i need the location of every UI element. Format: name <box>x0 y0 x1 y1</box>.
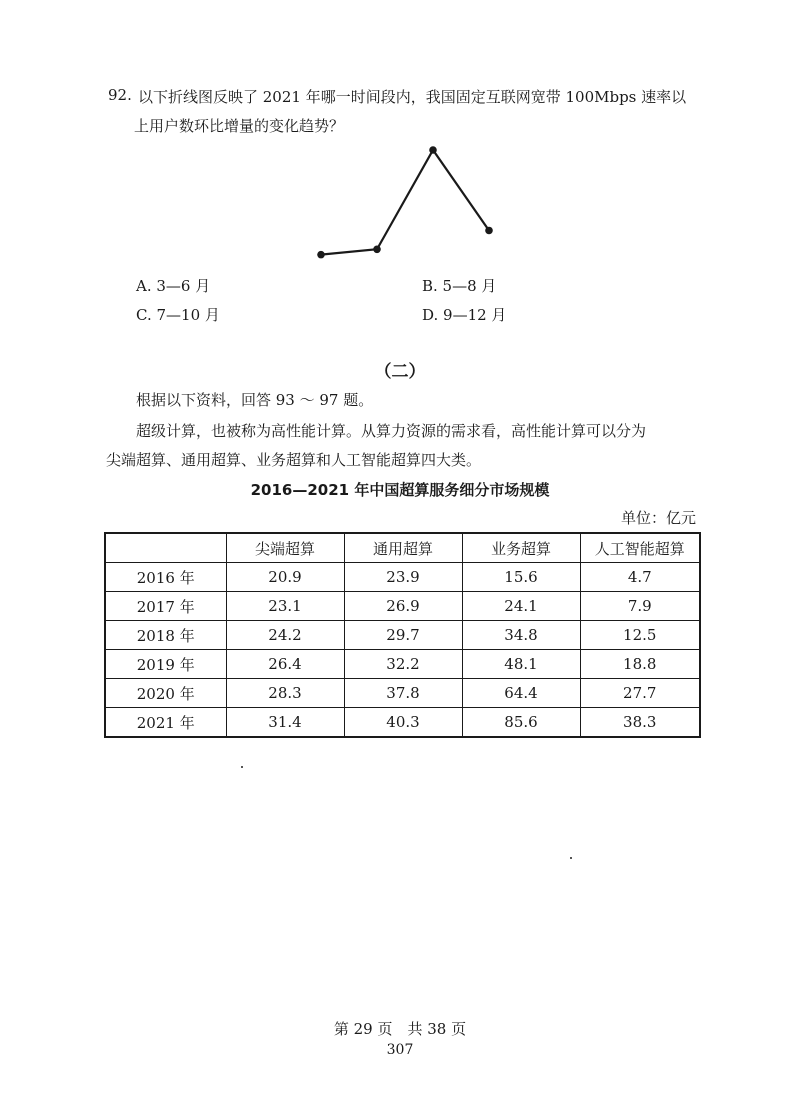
table-row <box>105 679 700 708</box>
table-row <box>105 650 700 679</box>
scan-speck <box>570 857 572 859</box>
option-b[interactable]: B. 5—8 月 <box>422 277 497 295</box>
option-c[interactable]: C. 7—10 月 <box>136 306 220 324</box>
table-cell: 37.8 <box>344 679 462 708</box>
data-point <box>317 251 325 259</box>
table-cell: 23.9 <box>344 563 462 592</box>
option-a[interactable]: A. 3—6 月 <box>136 277 211 295</box>
material-paragraph-line1: 超级计算，也被称为高性能计算。从算力资源的需求看，高性能计算可以分为 <box>136 422 647 440</box>
year-cell: 2019 年 <box>105 650 226 679</box>
table-cell: 18.8 <box>580 650 700 679</box>
data-point <box>373 245 381 253</box>
year-cell: 2020 年 <box>105 679 226 708</box>
table-title: 2016—2021 年中国超算服务细分市场规模 <box>250 481 550 499</box>
table-cell: 48.1 <box>462 650 580 679</box>
table-cell: 27.7 <box>580 679 700 708</box>
question-text-line1: 以下折线图反映了 2021 年哪一时间段内，我国固定互联网宽带 100Mbps 速率以 <box>138 88 687 106</box>
option-d[interactable]: D. 9—12 月 <box>422 306 507 324</box>
table-cell: 4.7 <box>580 563 700 592</box>
table-cell: 23.1 <box>226 592 344 621</box>
table-cell: 24.1 <box>462 592 580 621</box>
year-cell: 2018 年 <box>105 621 226 650</box>
table-cell: 31.4 <box>226 708 344 738</box>
table-row <box>105 708 700 738</box>
section-intro: 根据以下资料，回答 93 ～ 97 题。 <box>136 391 374 409</box>
question-number: 92. <box>108 86 132 104</box>
table-header-cell <box>105 533 226 563</box>
trend-line-chart <box>300 140 510 270</box>
table-header-cell: 尖端超算 <box>226 533 344 563</box>
table-row <box>105 563 700 592</box>
year-cell: 2017 年 <box>105 592 226 621</box>
table-header-cell: 业务超算 <box>462 533 580 563</box>
table-row <box>105 621 700 650</box>
table-cell: 85.6 <box>462 708 580 738</box>
material-paragraph-line2: 尖端超算、通用超算、业务超算和人工智能超算四大类。 <box>106 451 482 469</box>
year-cell: 2016 年 <box>105 563 226 592</box>
table-cell: 7.9 <box>580 592 700 621</box>
table-cell: 64.4 <box>462 679 580 708</box>
table-cell: 12.5 <box>580 621 700 650</box>
table-header-row <box>105 533 700 563</box>
table-header-cell: 人工智能超算 <box>580 533 700 563</box>
table-cell: 24.2 <box>226 621 344 650</box>
table-cell: 38.3 <box>580 708 700 738</box>
page-number: 307 <box>386 1042 414 1058</box>
table-cell: 40.3 <box>344 708 462 738</box>
table-cell: 20.9 <box>226 563 344 592</box>
table-cell: 26.9 <box>344 592 462 621</box>
table-cell: 32.2 <box>344 650 462 679</box>
table-cell: 28.3 <box>226 679 344 708</box>
table-unit: 单位：亿元 <box>620 509 696 527</box>
table-header-cell: 通用超算 <box>344 533 462 563</box>
scan-speck <box>241 766 243 768</box>
market-size-table <box>104 532 701 738</box>
table-cell: 26.4 <box>226 650 344 679</box>
table-cell: 15.6 <box>462 563 580 592</box>
table-cell: 29.7 <box>344 621 462 650</box>
series-line <box>321 150 489 255</box>
table-row <box>105 592 700 621</box>
section-heading: （二） <box>374 362 426 382</box>
data-point <box>429 146 437 154</box>
question-text-line2: 上用户数环比增量的变化趋势？ <box>134 117 345 135</box>
data-point <box>485 227 493 235</box>
table-cell: 34.8 <box>462 621 580 650</box>
page-info: 第 29 页 共 38 页 <box>333 1020 467 1038</box>
year-cell: 2021 年 <box>105 708 226 738</box>
